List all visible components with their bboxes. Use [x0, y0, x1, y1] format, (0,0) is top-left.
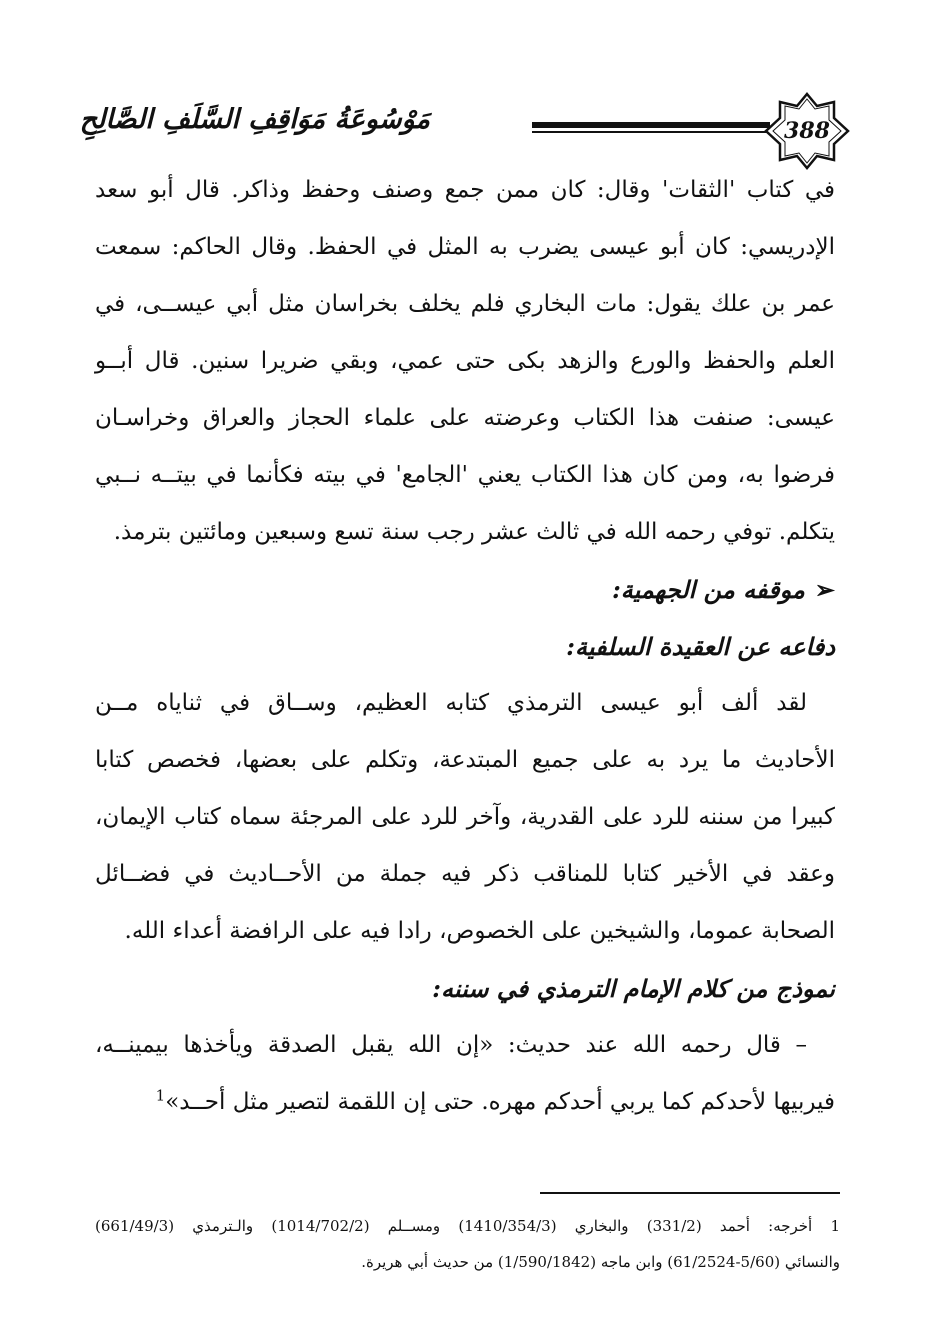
body-line: كبيرا من سننه للرد على القدرية، وآخر للرد على المرجئة سماه كتاب الإيمان، [95, 804, 835, 830]
header-rule [532, 122, 770, 134]
body-line: الأحاديث ما يرد به على جميع المبتدعة، وتكلم على بعضها، فخصص كتابا [95, 747, 835, 773]
footnote-line: 1 أخرجه: أحمد (331/2) والبخاري (1410/354/3) ومســلم (1014/702/2) والـترمذي (661/49/3) [95, 1217, 840, 1235]
footnote-line: والنسائي (5/60-61/2524) وابن ماجه (1/590/1842) من حديث أبي هريرة. [361, 1253, 840, 1271]
arrow-bullet-icon: ➢ [814, 575, 835, 604]
body-line: فرضوا به، ومن كان هذا الكتاب يعني 'الجامع' في بيته فكأنما في بيتــه نــبي [95, 462, 835, 488]
footnote-separator [540, 1192, 840, 1194]
section-heading-sample: نموذج من كلام الإمام الترمذي في سننه: [432, 974, 835, 1003]
body-line: العلم والحفظ والورع والزهد بكى حتى عمي، وبقي ضريرا سنين. قال أبــو [95, 348, 835, 374]
body-line: الإدريسي: كان أبو عيسى يضرب به المثل في الحفظ. وقال الحاكم: سمعت [95, 234, 835, 260]
series-title: مَوْسُوعَةُ مَوَاقِفِ السَّلَفِ الصَّالِحِ [79, 104, 430, 135]
body-line: في كتاب 'الثقات' وقال: كان ممن جمع وصنف وحفظ وذاكر. قال أبو سعد [95, 177, 835, 203]
body-line: – قال رحمه الله عند حديث: «إن الله يقبل الصدقة ويأخذها بيمينــه، [95, 1032, 807, 1058]
page-number-badge [764, 92, 850, 170]
body-line: عمر بن علك يقول: مات البخاري فلم يخلف بخراسان مثل أبي عيســى، في [95, 291, 835, 317]
body-line: الصحابة عموما، والشيخين على الخصوص، رادا فيه على الرافضة أعداء الله. [124, 918, 835, 944]
heading-text: موقفه من الجهمية: [611, 575, 805, 604]
footnotes [95, 1208, 840, 1280]
footnote-reference[interactable]: 1 [155, 1086, 166, 1105]
body-line: يتكلم. توفي رحمه الله في ثالث عشر رجب سنة تسع وسبعين ومائتين بترمذ. [113, 519, 835, 545]
page-body [95, 162, 835, 1131]
section-heading-defense: دفاعه عن العقيدة السلفية: [566, 632, 835, 661]
body-line: فيربيها لأحدكم كما يربي أحدكم مهره. حتى إن اللقمة لتصير مثل أحــد» [165, 1089, 835, 1115]
body-line: لقد ألف أبو عيسى الترمذي كتابه العظيم، وســاق في ثناياه مــن [95, 690, 807, 716]
section-heading-jahmiyya [95, 561, 835, 618]
page-header [79, 92, 850, 170]
body-line-with-ref [95, 1074, 835, 1131]
body-line: وعقد في الأخير كتابا للمناقب ذكر فيه جملة من الأحــاديث في فضــائل [95, 861, 835, 887]
page-number: 388 [784, 118, 830, 144]
body-line: عيسى: صنفت هذا الكتاب وعرضته على علماء الحجاز والعراق وخراسـان [95, 405, 835, 431]
